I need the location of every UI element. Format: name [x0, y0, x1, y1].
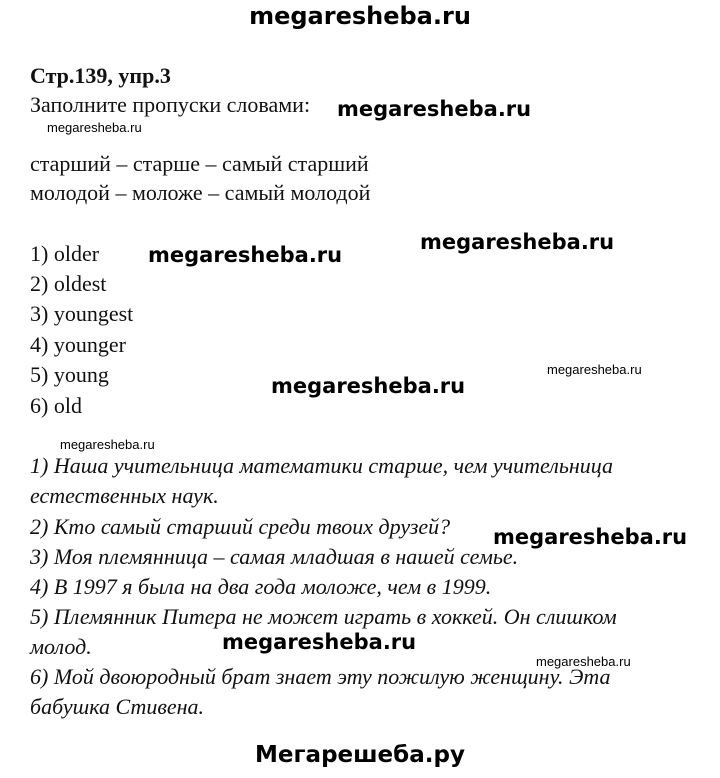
footer-site-name: Мегарешеба.ру	[255, 742, 465, 768]
watermark-small: megaresheba.ru	[536, 654, 631, 669]
watermark-small: megaresheba.ru	[547, 362, 642, 377]
word-line: молодой – моложе – самый молодой	[30, 180, 371, 205]
translation-line: 6) Мой двоюродный брат знает эту пожилую женщину. Эта	[30, 664, 611, 689]
answer-item: 4) younger	[30, 332, 126, 357]
translation-line: 4) В 1997 я была на два года моложе, чем в 1999.	[30, 574, 492, 599]
answer-item: 5) young	[30, 362, 109, 387]
watermark: megaresheba.ru	[271, 374, 466, 398]
translation-line: 2) Кто самый старший среди твоих друзей?	[30, 514, 451, 539]
translation-line: молод.	[30, 634, 92, 659]
watermark: megaresheba.ru	[337, 97, 532, 121]
translation-line: 3) Моя племянница – самая младшая в нашей семье.	[30, 544, 519, 569]
watermark: megaresheba.ru	[493, 525, 688, 549]
translation-line: 5) Племянник Питера не может играть в хоккей. Он слишком	[30, 604, 617, 629]
answer-item: 2) oldest	[30, 271, 107, 296]
watermark: megaresheba.ru	[148, 243, 343, 267]
watermark-small: megaresheba.ru	[60, 437, 155, 452]
page-heading: Стр.139, упр.3	[30, 63, 171, 88]
answer-item: 6) old	[30, 393, 82, 418]
watermark: megaresheba.ru	[420, 230, 615, 254]
header-site-name: megaresheba.ru	[249, 2, 471, 30]
word-line: старший – старше – самый старший	[30, 151, 369, 176]
translation-line: 1) Наша учительница математики старше, чем учительница	[30, 453, 614, 478]
answer-item: 1) older	[30, 241, 100, 266]
instruction-text: Заполните пропуски словами:	[30, 92, 311, 117]
translation-line: бабушка Стивена.	[30, 694, 205, 719]
watermark-small: megaresheba.ru	[47, 120, 142, 135]
watermark: megaresheba.ru	[222, 630, 417, 654]
translation-line: естественных наук.	[30, 483, 219, 508]
answer-item: 3) youngest	[30, 301, 134, 326]
